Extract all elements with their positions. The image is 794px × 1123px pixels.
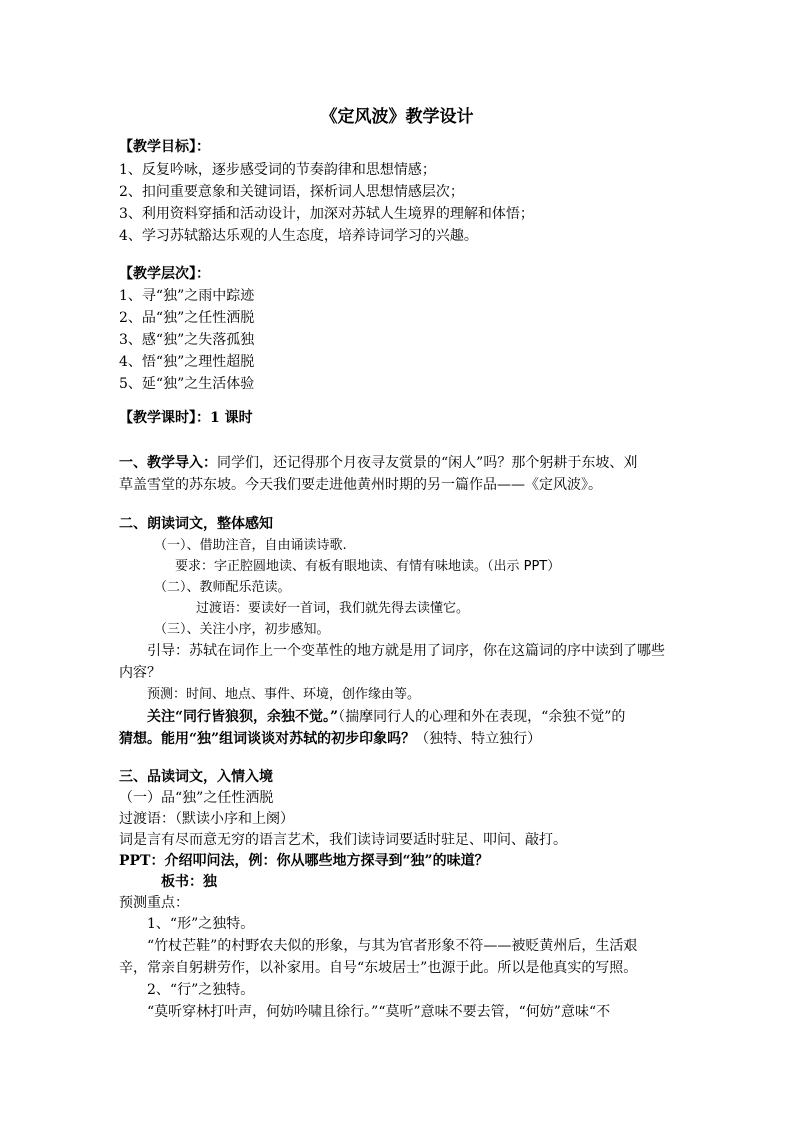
section2-guide: 内容？ [119, 665, 161, 681]
section3-board: 板书：独 [161, 874, 217, 890]
goal-item: 2、扣问重要意象和关键词语，探析词人思想情感层次； [119, 184, 464, 200]
section3-ppt: PPT：介绍叩问法，例：你从哪些地方探寻到“独”的味道？ [119, 853, 489, 869]
section2-transition: 过渡语：要读好一首词，我们就先得去读懂它。 [196, 601, 470, 616]
hours-heading: 【教学课时】：1 课时 [119, 410, 253, 426]
intro-heading: 一、教学导入： [119, 455, 217, 471]
section2-prediction: 预测：时间、地点、事件、环境，创作缘由等。 [147, 687, 421, 702]
focus-text: （独特、特立独行） [415, 731, 542, 747]
intro-text: 同学们，还记得那个月夜寻友赏景的“闲人”吗？那个躬耕于东坡、刈 [217, 455, 638, 471]
section3-text: “竹杖芒鞋”的村野农夫似的形象，与其为官者形象不符——被贬黄州后，生活艰 [147, 938, 638, 954]
goal-item: 4、学习苏轼豁达乐观的人生态度，培养诗词学习的兴趣。 [119, 228, 478, 244]
level-item: 5、延“独”之生活体验 [119, 376, 255, 392]
section2-step: （三）、关注小序，初步感知。 [154, 622, 330, 637]
level-item: 3、感“独”之失落孤独 [119, 332, 255, 348]
section2-step: （一）、借助注音，自由诵读诗歌. [154, 538, 347, 553]
levels-heading: 【教学层次】： [119, 266, 210, 282]
section3-point: 2、“行”之独特。 [147, 982, 255, 998]
section3-transition: 过渡语：（默读小序和上阕） [119, 811, 294, 827]
section3-prediction-heading: 预测重点： [119, 895, 189, 911]
focus-bold-text: 关注“同行皆狼狈，余独不觉。” [147, 709, 339, 725]
goals-heading: 【教学目标】： [119, 139, 210, 155]
level-item: 1、寻“独”之雨中踪迹 [119, 288, 255, 304]
section2-step: （二）、教师配乐范读。 [154, 580, 291, 595]
level-item: 2、品“独”之任性洒脱 [119, 310, 255, 326]
section3-text: 词是言有尽而意无穷的语言艺术，我们读诗词要适时驻足、叩问、敲打。 [119, 832, 567, 848]
focus-bold-text: 猜想。能用“独”组词谈谈对苏轼的初步印象吗？ [119, 731, 416, 747]
goal-item: 3、利用资料穿插和活动设计，加深对苏轼人生境界的理解和体悟； [119, 206, 534, 222]
section3-text: 辛，常亲自躬耕劳作，以补家用。自号“东坡居士”也源于此。所以是他真实的写照。 [119, 960, 638, 976]
section3-point: 1、“形”之独特。 [147, 916, 255, 932]
section3-subheading: （一）品“独”之任性洒脱 [119, 790, 274, 806]
section2-focus [119, 728, 541, 750]
section3-heading: 三、品读词文，入情入境 [119, 769, 273, 785]
section2-requirement: 要求：字正腔圆地读、有板有眼地读、有情有味地读。（出示 PPT） [175, 559, 561, 574]
intro-paragraph-line [119, 452, 637, 474]
section2-heading: 二、朗读词文，整体感知 [119, 516, 273, 532]
goal-item: 1、反复吟咏，逐步感受词的节奏韵律和思想情感； [119, 162, 436, 178]
focus-text: （揣摩同行人的心理和外在表现，“余独不觉”的 [338, 709, 626, 725]
section2-guide: 引导：苏轼在词作上一个变革性的地方就是用了词序，你在这篇词的序中读到了哪些 [147, 643, 665, 659]
document-title: 《定风波》教学设计 [320, 107, 474, 127]
section3-text: “莫听穿林打叶声，何妨吟啸且徐行。”“莫听”意味不要去管，“何妨”意味“不 [147, 1004, 611, 1020]
section2-focus [147, 706, 625, 728]
intro-paragraph-line: 草盖雪堂的苏东坡。今天我们要走进他黄州时期的另一篇作品——《定风波》。 [119, 477, 602, 493]
level-item: 4、悟“独”之理性超脱 [119, 354, 255, 370]
